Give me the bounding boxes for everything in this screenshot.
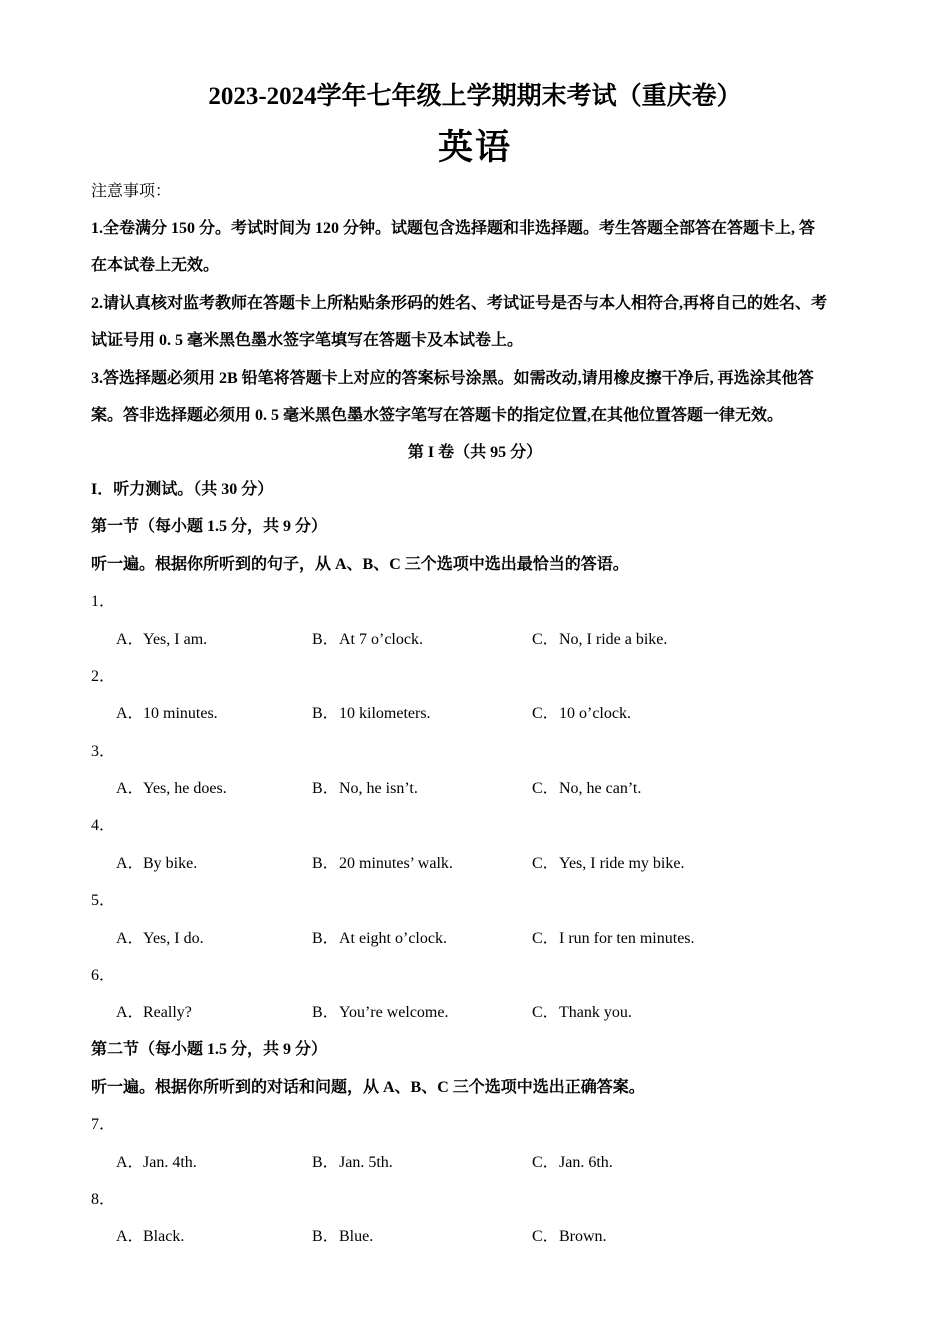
q5-option-a [116, 928, 204, 950]
option-letter: C． [532, 1004, 559, 1021]
q2-option-a [116, 703, 218, 725]
option-text: You’re welcome. [339, 1004, 449, 1021]
option-letter: C． [532, 780, 559, 797]
option-letter: C． [532, 631, 559, 648]
option-text: Yes, I am. [143, 631, 208, 648]
option-text: Yes, he does. [143, 780, 227, 797]
notice-line-1: 1.全卷满分 150 分。考试时间为 120 分钟。试题包含选择题和非选择题。考生答题全部答在答题卡上, 答 [91, 220, 816, 237]
subject-title: 英语 [437, 128, 512, 167]
option-letter: B． [312, 1004, 339, 1021]
exam-title: 2023-2024学年七年级上学期期末考试（重庆卷） [208, 83, 742, 110]
option-letter: A． [116, 1004, 144, 1021]
option-letter: A． [116, 780, 144, 797]
option-text: Thank you. [559, 1004, 632, 1021]
option-letter: C． [532, 855, 559, 872]
question-number-6: 6． [91, 967, 116, 984]
q3-option-c [532, 778, 641, 800]
option-text: Yes, I do. [143, 930, 204, 947]
option-text: 10 minutes. [143, 705, 218, 722]
question-number-1: 1． [91, 593, 116, 610]
option-text: I run for ten minutes. [559, 930, 695, 947]
option-letter: B． [312, 855, 339, 872]
q8-option-b [312, 1226, 373, 1248]
q7-option-a [116, 1152, 197, 1174]
notice-line-6: 案。答非选择题必须用 0. 5 毫米黑色墨水签字笔写在答题卡的指定位置,在其他位置答题一律无效。 [91, 407, 784, 424]
question-number-8: 8． [91, 1191, 116, 1208]
q4-option-a [116, 853, 197, 875]
option-letter: C． [532, 1154, 559, 1171]
option-text: Brown. [559, 1228, 607, 1245]
q5-option-c [532, 928, 695, 950]
option-text: 20 minutes’ walk. [339, 855, 453, 872]
option-letter: B． [312, 631, 339, 648]
q4-option-c [532, 853, 684, 875]
option-text: 10 o’clock. [559, 705, 631, 722]
option-letter: B． [312, 705, 339, 722]
section1-heading: 第一节（每小题 1.5 分，共 9 分） [91, 518, 328, 535]
q5-option-b [312, 928, 447, 950]
option-text: No, he can’t. [559, 780, 642, 797]
question-number-7: 7． [91, 1116, 116, 1133]
option-letter: C． [532, 705, 559, 722]
q3-option-b [312, 778, 418, 800]
notice-line-2: 在本试卷上无效。 [91, 257, 220, 274]
option-text: Blue. [339, 1228, 374, 1245]
question-number-4: 4． [91, 817, 116, 834]
q8-option-a [116, 1226, 184, 1248]
option-letter: A． [116, 855, 144, 872]
question-number-5: 5． [91, 892, 116, 909]
option-letter: C． [532, 930, 559, 947]
option-letter: A． [116, 1228, 144, 1245]
option-letter: B． [312, 1228, 339, 1245]
notice-line-3: 2.请认真核对监考教师在答题卡上所粘贴条形码的姓名、考试证号是否与本人相符合,再将自己的姓名、考 [91, 295, 828, 312]
option-text: Really? [143, 1004, 192, 1021]
option-letter: B． [312, 780, 339, 797]
notice-line-5: 3.答选择题必须用 2B 铅笔将答题卡上对应的答案标号涂黑。如需改动,请用橡皮擦干净后, 再选涂其他答 [91, 370, 814, 387]
notice-heading: 注意事项： [91, 183, 172, 200]
q3-option-a [116, 778, 227, 800]
q7-option-c [532, 1152, 613, 1174]
option-text: Yes, I ride my bike. [559, 855, 685, 872]
part1-heading: I．听力测试。（共 30 分） [91, 481, 274, 498]
option-text: Jan. 5th. [339, 1154, 393, 1171]
option-text: Jan. 4th. [143, 1154, 197, 1171]
q1-option-b [312, 629, 423, 651]
option-letter: B． [312, 1154, 339, 1171]
option-letter: C． [532, 1228, 559, 1245]
option-text: At 7 o’clock. [339, 631, 423, 648]
q8-option-c [532, 1226, 607, 1248]
option-letter: A． [116, 705, 144, 722]
q6-option-b [312, 1002, 448, 1024]
option-text: 10 kilometers. [339, 705, 431, 722]
option-text: Black. [143, 1228, 185, 1245]
option-letter: A． [116, 930, 144, 947]
section2-instruction: 听一遍。根据你所听到的对话和问题，从 A、B、C 三个选项中选出正确答案。 [91, 1079, 645, 1096]
question-number-2: 2． [91, 668, 116, 685]
q6-option-a [116, 1002, 192, 1024]
volume-heading: 第 I 卷（共 95 分） [407, 444, 543, 461]
q1-option-c [532, 629, 667, 651]
q6-option-c [532, 1002, 632, 1024]
q2-option-c [532, 703, 631, 725]
q1-option-a [116, 629, 207, 651]
q2-option-b [312, 703, 431, 725]
notice-line-4: 试证号用 0. 5 毫米黑色墨水签字笔填写在答题卡及本试卷上。 [91, 332, 524, 349]
option-text: No, he isn’t. [339, 780, 418, 797]
option-text: By bike. [143, 855, 198, 872]
q7-option-b [312, 1152, 393, 1174]
section2-heading: 第二节（每小题 1.5 分，共 9 分） [91, 1041, 328, 1058]
option-letter: A． [116, 1154, 144, 1171]
question-number-3: 3． [91, 743, 116, 760]
option-text: At eight o’clock. [339, 930, 447, 947]
option-text: Jan. 6th. [559, 1154, 613, 1171]
option-text: No, I ride a bike. [559, 631, 668, 648]
q4-option-b [312, 853, 453, 875]
section1-instruction: 听一遍。根据你所听到的句子，从 A、B、C 三个选项中选出最恰当的答语。 [91, 556, 629, 573]
option-letter: B． [312, 930, 339, 947]
option-letter: A． [116, 631, 144, 648]
